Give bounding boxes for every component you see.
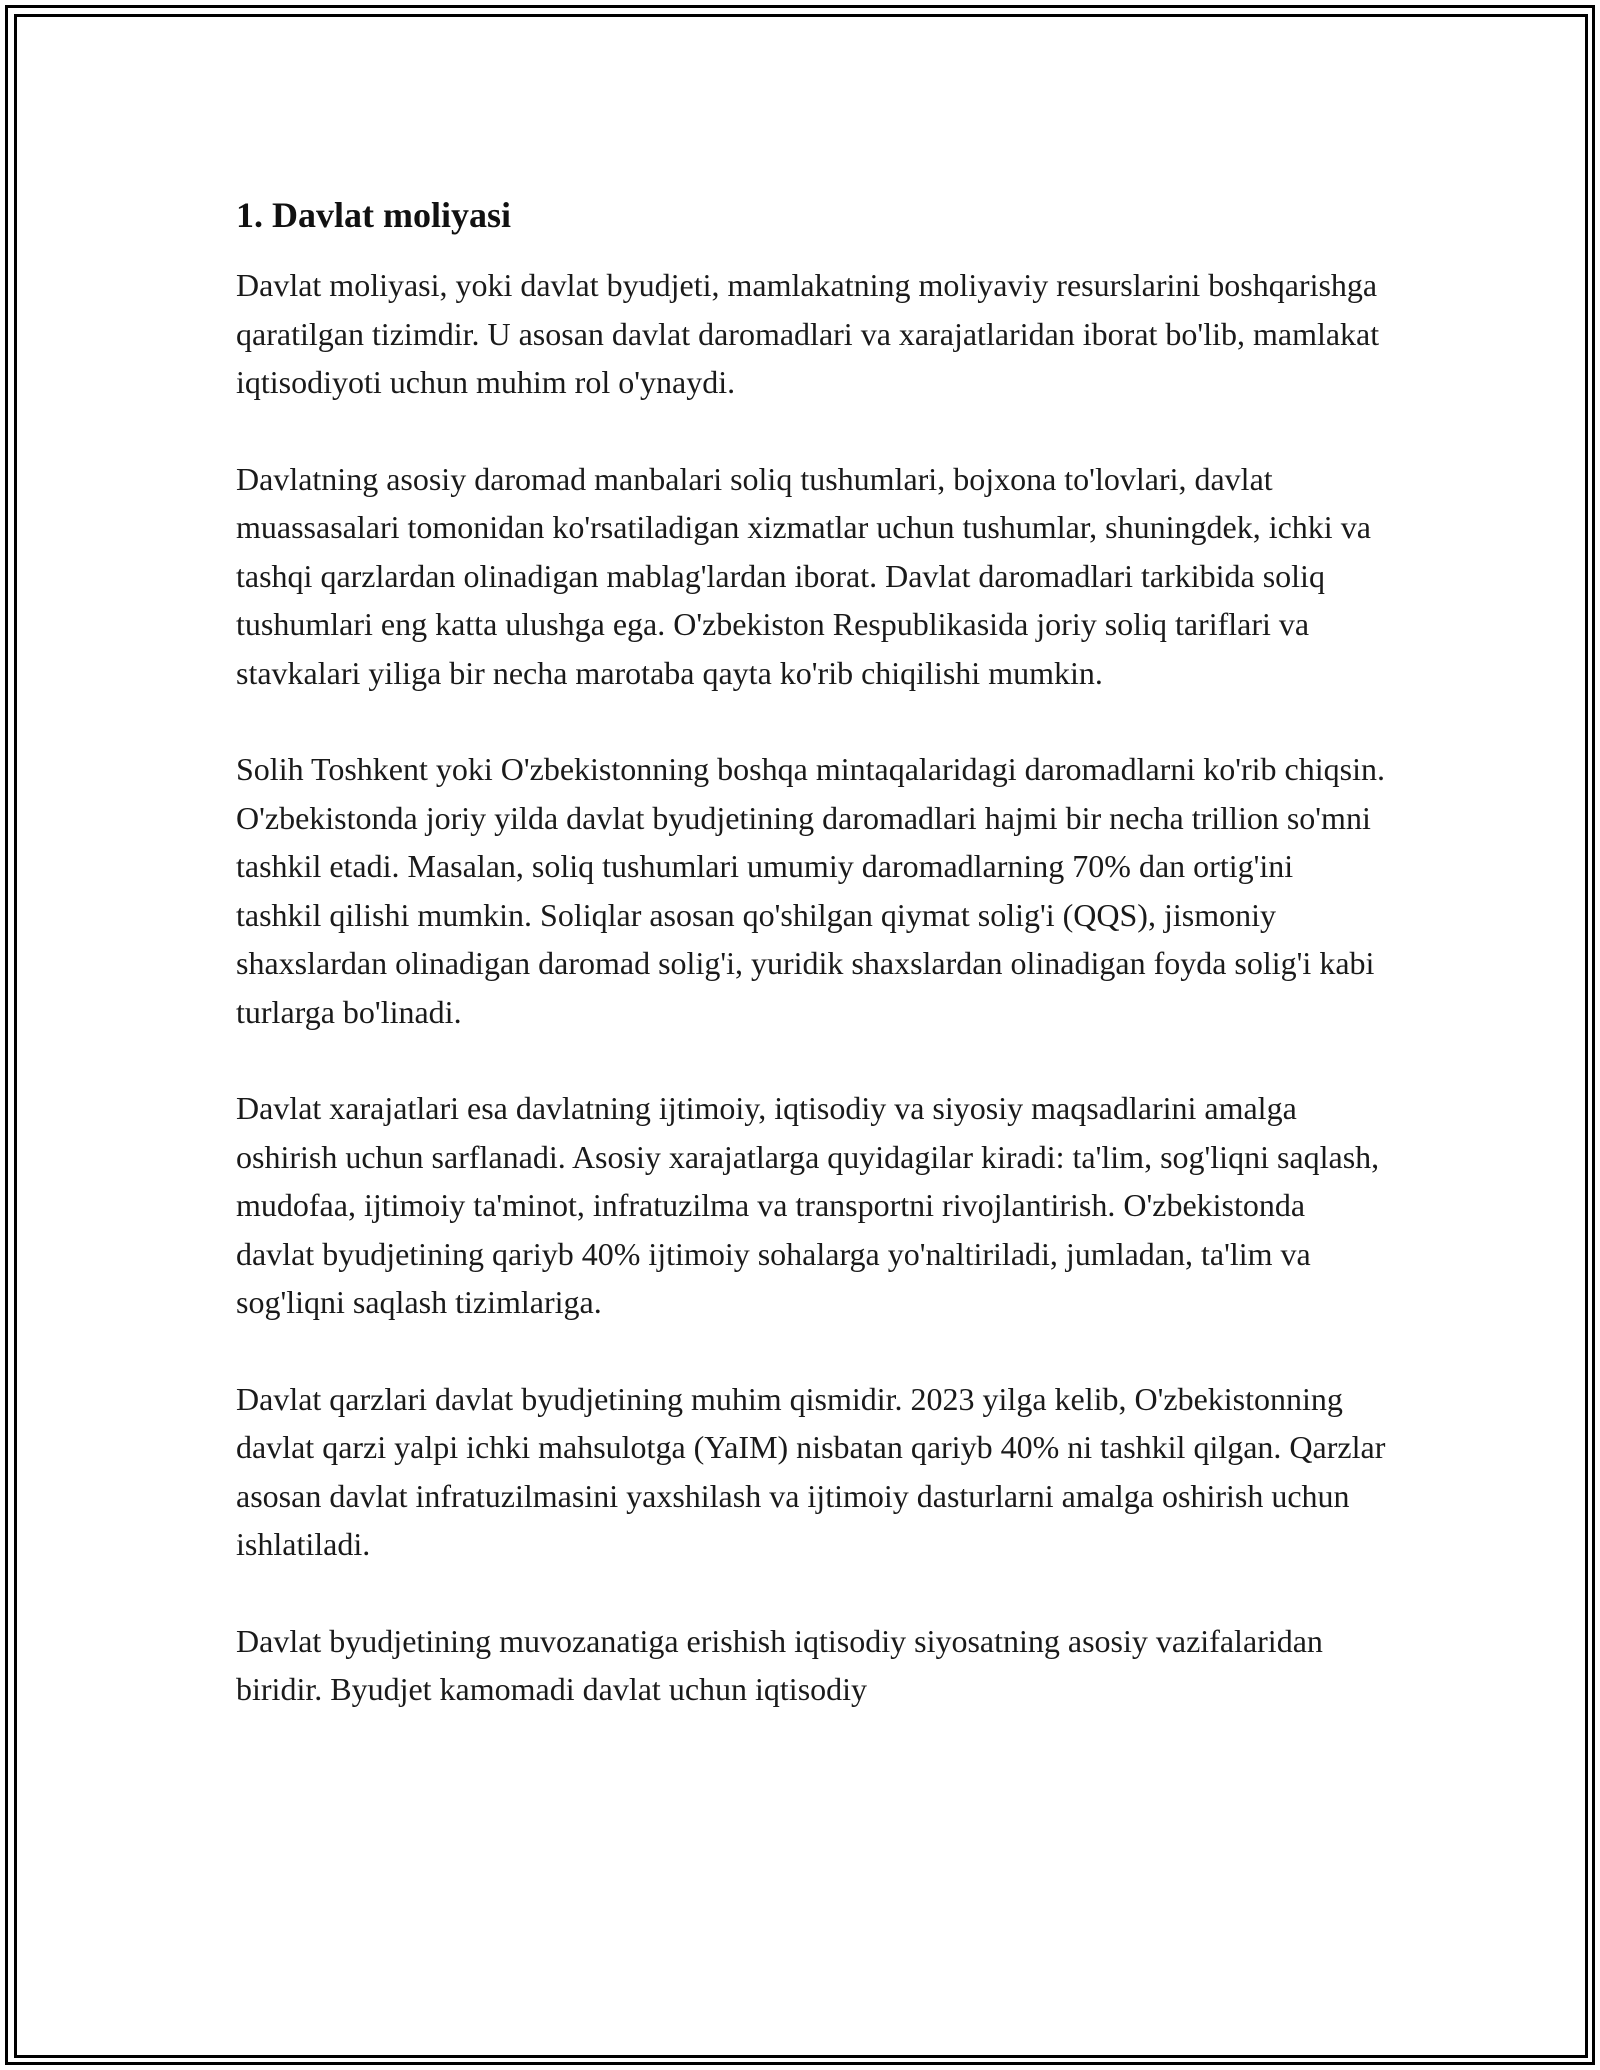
paragraph-revenue-sources: Davlatning asosiy daromad manbalari soliq tushumlari, bojxona to'lovlari, davlat muassasalari tomonidan ko'rsatiladigan xizmatlar uchun tushumlar, shuningdek, ichki va tashqi qarzlardan olinadigan mablag'lardan iborat. Davlat daromadlari tarkibida soliq tushumlari eng katta ulushga ega. O'zbekiston Respublikasida joriy soliq tariflari va stavkalari yiliga bir necha marotaba qayta ko'rib chiqilishi mumkin. (236, 460, 1371, 691)
paragraph-revenue-volume: Solih Toshkent yoki O'zbekistonning boshqa mintaqalaridagi daromadlarni ko'rib chiqsin. O'zbekistonda joriy yilda davlat byudjetining daromadlari hajmi bir necha trillion so'mni tashkil etadi. Masalan, soliq tushumlari umumiy daromadlarning 70% dan ortig'ini tashkil qilishi mumkin. Soliqlar asosan qo'shilgan qiymat solig'i (QQS), jismoniy shaxslardan olinadigan daromad solig'i, yuridik shaxslardan olinadigan foyda solig'i kabi turlarga bo'linadi. (236, 751, 1385, 1030)
paragraph-expenditures: Davlat xarajatlari esa davlatning ijtimoiy, iqtisodiy va siyosiy maqsadlarini amalga oshirish uchun sarflanadi. Asosiy xarajatlarga quyidagilar kiradi: ta'lim, sog'liqni saqlash, mudofaa, ijtimoiy ta'minot, infratuzilma va transportni rivojlantirish. O'zbekistonda davlat byudjetining qariyb 40% ijtimoiy sohalarga yo'naltiriladi, jumladan, ta'lim va sog'liqni saqlash tizimlariga. (236, 1090, 1380, 1320)
section-heading: 1. Davlat moliyasi (236, 195, 511, 235)
paragraph-intro: Davlat moliyasi, yoki davlat byudjeti, mamlakatning moliyaviy resurslarini boshqarishga qaratilgan tizimdir. U asosan davlat daromadlari va xarajatlaridan iborat bo'lib, mamlakat iqtisodiyoti uchun muhim rol o'ynaydi. (236, 267, 1380, 400)
paragraph-public-debt: Davlat qarzlari davlat byudjetining muhim qismidir. 2023 yilga kelib, O'zbekistonning davlat qarzi yalpi ichki mahsulotga (YaIM) nisbatan qariyb 40% ni tashkil qilgan. Qarzlar asosan davlat infratuzilmasini yaxshilash va ijtimoiy dasturlarni amalga oshirish uchun ishlatiladi. (236, 1380, 1386, 1562)
document-body (236, 188, 1386, 1762)
paragraph-budget-balance: Davlat byudjetining muvozanatiga erishish iqtisodiy siyosatning asosiy vazifalaridan biridir. Byudjet kamomadi davlat uchun iqtisodiy (236, 1622, 1323, 1707)
